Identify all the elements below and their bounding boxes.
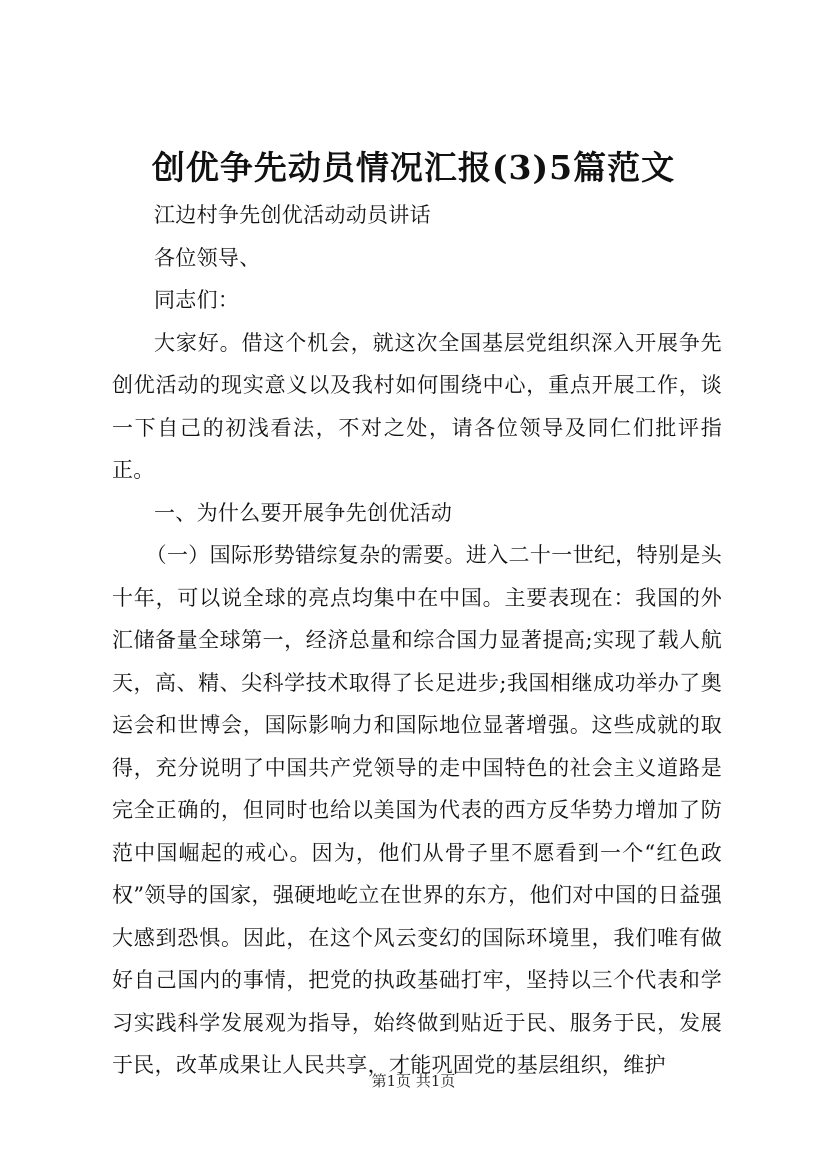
- speech-heading: 江边村争先创优活动动员讲话: [154, 203, 431, 227]
- salutation-comrades: 同志们：: [154, 288, 240, 312]
- document-title: 创优争先动员情况汇报(3)5篇范文: [151, 148, 676, 187]
- document-body: [112, 194, 722, 1087]
- opening-paragraph: 大家好。借这个机会，就这次全国基层党组织深入开展争先创优活动的现实意义以及我村如何围绕中心，重点开展工作，谈一下自己的初浅看法，不对之处，请各位领导及同仁们批评指正。: [112, 330, 722, 482]
- page-footer: 第1页 共1页: [371, 1072, 456, 1090]
- salutation-leaders: 各位领导、: [154, 245, 261, 270]
- subsection-paragraph-1: （一）国际形势错综复杂的需要。进入二十一世纪，特别是头十年，可以说全球的亮点均集中在中国。主要表现在：我国的外汇储备量全球第一，经济总量和综合国力显著提高;实现了载人航天，高、精、尖科学技术取得了长足进步;我国相继成功举办了奥运会和世博会，国际影响力和国际地位显著增强。这些成就的取得，充分说明了中国共产党领导的走中国特色的社会主义道路是完全正确的，但同时也给以美国为代表的西方反华势力增加了防范中国崛起的戒心。因为，他们从骨子里不愿看到一个“红色政权”领导的国家，强硬地屹立在世界的东方，他们对中国的日益强大感到恐惧。因此，在这个风云变幻的国际环境里，我们唯有做好自己国内的事情，把党的执政基础打牢，坚持以三个代表和学习实践科学发展观为指导，始终做到贴近于民、服务于民，发展于民，改革成果让人民共享，才能巩固党的基层组织，维护: [112, 543, 722, 1077]
- section-heading-1: 一、为什么要开展争先创优活动: [154, 500, 453, 525]
